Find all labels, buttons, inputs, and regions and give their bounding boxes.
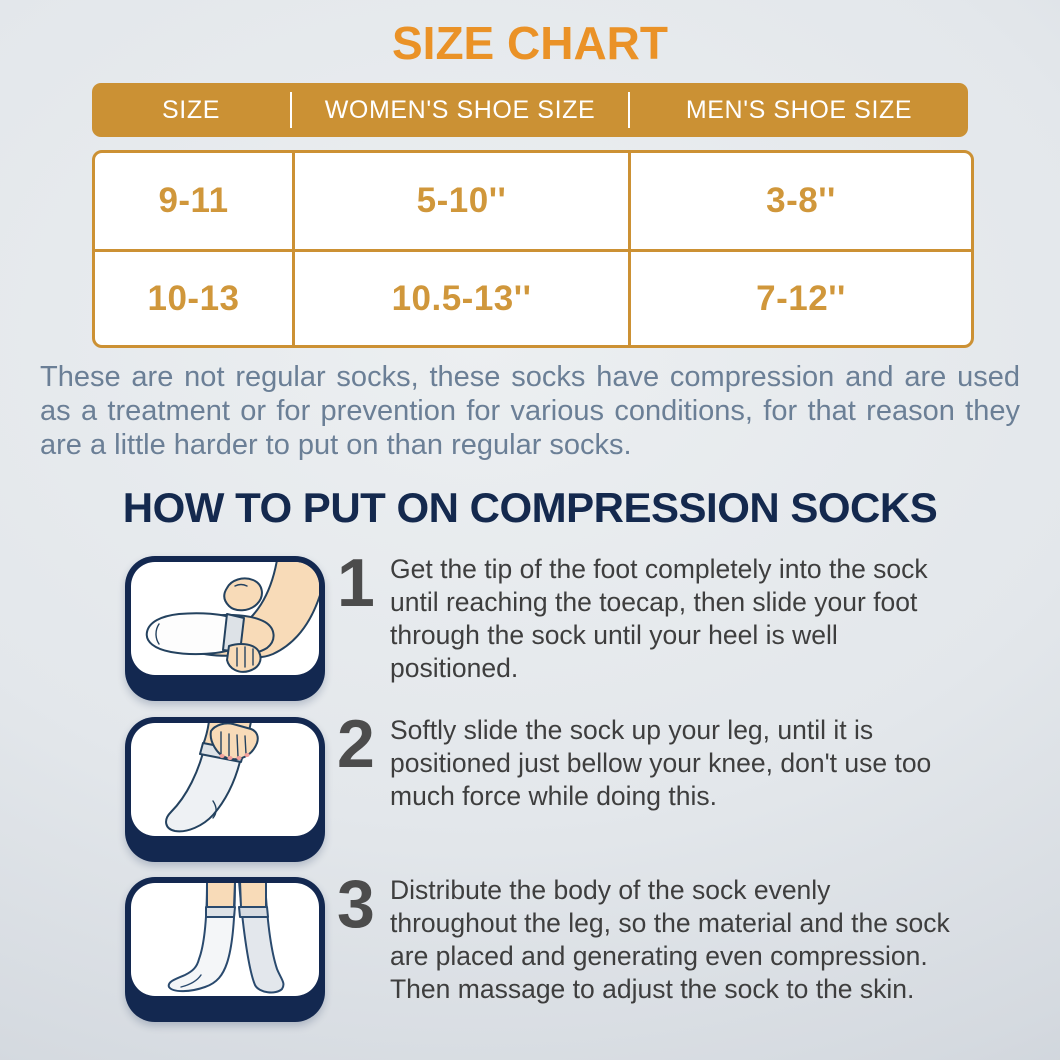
step-3-text: Distribute the body of the sock evenly throughout the leg, so the material and the sock are placed and generating even compression. Then massage to adjust the sock to the skin. — [390, 875, 950, 1004]
step-1-illustration-frame — [125, 556, 325, 701]
how-to-heading: HOW TO PUT ON COMPRESSION SOCKS — [122, 484, 938, 531]
intro-paragraph: These are not regular socks, these socks have compression and are used as a treatment or for prevention for various conditions, for that reason they are a little harder to put on than regular socks. — [40, 361, 1020, 461]
legs-wearing-compression-socks-drawing — [131, 883, 319, 996]
column-header-size: SIZE — [162, 95, 220, 124]
step-3-number: 3 — [337, 866, 375, 942]
step-3-illustration-frame — [125, 877, 325, 1022]
step-3-illustration — [131, 883, 319, 996]
table-cell-womens-row1: 5-10'' — [292, 153, 628, 249]
step-2-number: 2 — [337, 706, 375, 782]
column-header-womens-shoe-size: WOMEN'S SHOE SIZE — [324, 95, 596, 124]
size-chart-header — [92, 83, 968, 137]
column-header-mens-shoe-size: MEN'S SHOE SIZE — [685, 95, 913, 124]
step-1-text: Get the tip of the foot completely into the sock until reaching the toecap, then slide your foot through the sock until your heel is well positioned. — [390, 554, 928, 683]
step-1-illustration — [131, 562, 319, 675]
hands-pulling-sock-onto-foot-drawing — [131, 562, 319, 675]
page-title: SIZE CHART — [392, 17, 668, 69]
table-cell-womens-row2: 10.5-13'' — [292, 249, 628, 345]
hands-sliding-sock-up-leg-drawing — [131, 723, 319, 836]
step-2-text: Softly slide the sock up your leg, until it is positioned just bellow your knee, don't use too much force while doing this. — [390, 715, 932, 811]
table-cell-size-row1: 9-11 — [158, 181, 229, 220]
table-cell-mens-row2: 7-12'' — [628, 249, 971, 345]
size-chart-table — [92, 150, 974, 348]
step-2-illustration — [131, 723, 319, 836]
table-cell-mens-row1: 3-8'' — [628, 153, 971, 249]
table-cell-size-row2: 10-13 — [95, 249, 292, 345]
step-1-number: 1 — [337, 545, 375, 621]
step-2-illustration-frame — [125, 717, 325, 862]
